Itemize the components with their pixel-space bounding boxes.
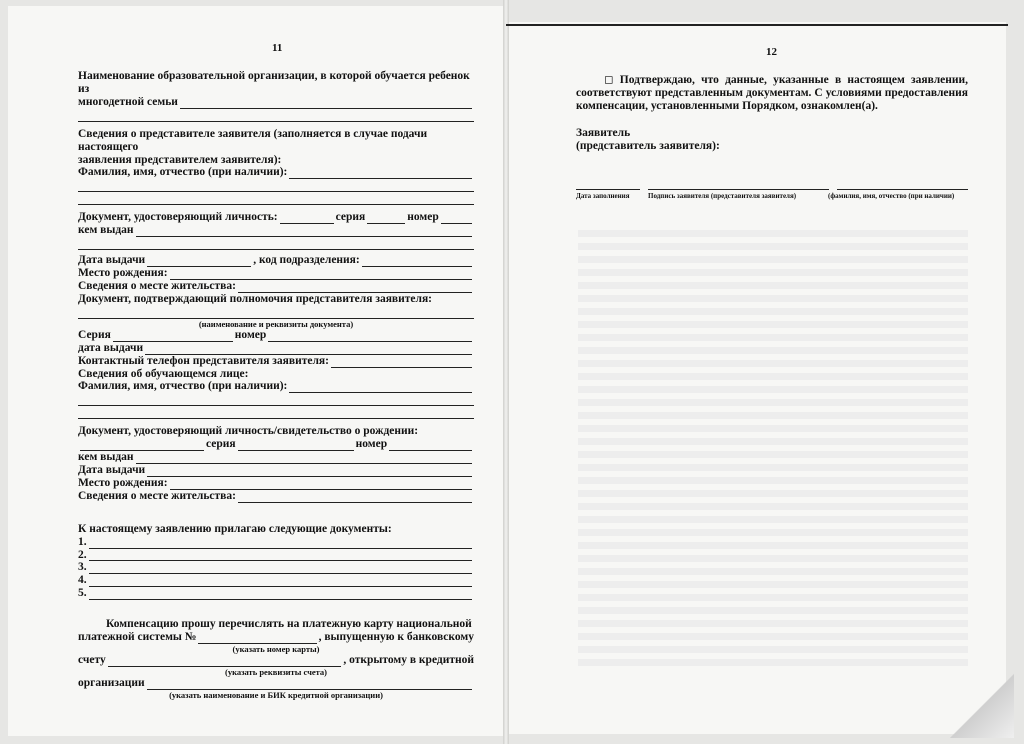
student-id-doc-label: Документ, удостоверяющий личность/свидетельство о рождении:	[78, 425, 419, 438]
authority-series-field[interactable]	[113, 331, 233, 342]
student-id-doc-field[interactable]	[80, 440, 204, 451]
fill-date-caption: Дата заполнения	[576, 191, 630, 200]
signature-block	[576, 179, 968, 190]
attachment-field[interactable]	[89, 589, 472, 600]
rep-series-field[interactable]	[367, 213, 405, 224]
rep-heading-cont: заявления представителем заявителя):	[78, 153, 282, 166]
organization-label: организации	[78, 676, 145, 689]
rep-number-field[interactable]	[441, 213, 472, 224]
card-number-caption: (указать номер карты)	[232, 644, 320, 654]
rep-phone-field[interactable]	[331, 357, 472, 368]
student-heading: Сведения об обучающемся лице:	[78, 367, 249, 380]
org-label-cont: многодетной семьи	[78, 95, 178, 108]
rep-series-label: серия	[335, 211, 366, 224]
left-page-number: 11	[272, 42, 283, 54]
folded-page-corner	[950, 658, 1014, 738]
rep-issue-date-label: Дата выдачи	[78, 254, 146, 267]
checkbox-icon[interactable]: ◻	[604, 74, 614, 86]
org-field-line2[interactable]	[78, 109, 474, 122]
applicant-label-cont: (представитель заявителя):	[576, 139, 720, 152]
student-series-field[interactable]	[238, 440, 354, 451]
attachment-field[interactable]	[89, 538, 472, 549]
rep-birthplace-field[interactable]	[170, 269, 472, 280]
student-fio-field[interactable]	[289, 382, 472, 393]
org-field[interactable]	[180, 98, 472, 109]
student-issued-by-label: кем выдан	[78, 451, 134, 464]
rep-division-code-field[interactable]	[362, 256, 472, 267]
applicant-label: Заявитель	[576, 126, 631, 139]
attachment-item	[78, 587, 474, 600]
rep-residence-label: Сведения о месте жительства:	[78, 279, 236, 292]
authority-doc-label: Документ, подтверждающий полномочия представителя заявителя:	[78, 292, 433, 305]
rep-issued-by-field-line2[interactable]	[78, 237, 474, 250]
student-number-label: номер	[355, 438, 388, 451]
rep-fio-field-line2[interactable]	[78, 179, 474, 192]
authority-series-label: Серия	[78, 328, 111, 341]
page-binding	[503, 0, 509, 744]
signer-name-caption: (фамилия, имя, отчество (при наличии)	[828, 191, 955, 200]
confirm-text: Подтверждаю, что данные, указанные в настоящем заявлении, соответствуют представленным документам. С условиями предоставления компенсации, установленными Порядком, ознакомлен(а).	[576, 74, 968, 112]
attachment-item	[78, 549, 474, 562]
attachments-heading: К настоящему заявлению прилагаю следующие документы:	[78, 522, 392, 535]
attachment-item	[78, 561, 474, 574]
rep-issued-by-field[interactable]	[136, 226, 472, 237]
rep-fio-field-line3[interactable]	[78, 192, 474, 205]
authority-doc-caption: (наименование и реквизиты документа)	[198, 318, 354, 329]
rep-number-label: номер	[407, 211, 439, 224]
organization-caption: (указать наименование и БИК кредитной организации)	[169, 689, 383, 700]
fill-date-field[interactable]	[576, 179, 640, 190]
organization-field[interactable]	[147, 679, 472, 690]
attachment-number: 5.	[78, 587, 87, 600]
rep-issued-by-label: кем выдан	[78, 224, 134, 237]
rep-heading: Сведения о представителе заявителя (заполняется в случае подачи настоящего	[78, 127, 428, 153]
attachment-number: 4.	[78, 574, 87, 587]
attachment-number: 1.	[78, 535, 87, 548]
right-page-top-rule	[506, 24, 1008, 26]
payment-text-line1: Компенсацию прошу перечислять на платежную карту национальной	[106, 618, 472, 631]
attachment-number: 2.	[78, 548, 87, 561]
authority-doc-field[interactable]	[78, 306, 474, 319]
attachment-item	[78, 536, 474, 549]
left-page-form	[78, 70, 474, 700]
attachment-item	[78, 574, 474, 587]
authority-number-field[interactable]	[268, 331, 472, 342]
rep-fio-field[interactable]	[289, 168, 472, 179]
student-birthplace-field[interactable]	[170, 479, 472, 490]
attachment-field[interactable]	[89, 576, 472, 587]
student-residence-field[interactable]	[238, 492, 472, 503]
student-fio-field-line2[interactable]	[78, 393, 474, 406]
rep-birthplace-label: Место рождения:	[78, 267, 168, 280]
account-field[interactable]	[108, 656, 342, 667]
student-series-label: серия	[206, 438, 236, 451]
student-residence-label: Сведения о месте жительства:	[78, 489, 236, 502]
rep-id-doc-label: Документ, удостоверяющий личность:	[78, 211, 278, 224]
authority-issue-date-label: дата выдачи	[78, 341, 144, 354]
attachment-field[interactable]	[89, 563, 472, 574]
confirm-statement	[576, 74, 968, 113]
student-issue-date-label: Дата выдачи	[78, 464, 146, 477]
authority-issue-date-field[interactable]	[145, 344, 472, 355]
attachment-number: 3.	[78, 561, 87, 574]
rep-division-code-label: , код подразделения:	[253, 254, 360, 267]
right-page-number: 12	[766, 46, 777, 58]
rep-id-doc-field[interactable]	[280, 213, 334, 224]
signer-name-field[interactable]	[837, 179, 968, 190]
student-issued-by-field[interactable]	[136, 453, 472, 464]
student-issue-date-field[interactable]	[147, 466, 472, 477]
account-label: счету	[78, 654, 106, 666]
signature-caption: Подпись заявителя (представителя заявителя)	[648, 191, 797, 200]
student-number-field[interactable]	[389, 440, 472, 451]
account-caption: (указать реквизиты счета)	[224, 666, 327, 677]
org-label: Наименование образовательной организации, в которой обучается ребенок из	[78, 70, 470, 95]
attachment-field[interactable]	[89, 550, 472, 561]
opened-in-label: , открытому в кредитной	[343, 654, 474, 666]
payment-system-label: платежной системы №	[78, 631, 197, 644]
student-fio-field-line3[interactable]	[78, 406, 474, 419]
right-page-form	[576, 74, 968, 201]
rep-issue-date-field[interactable]	[147, 256, 251, 267]
authority-number-label: номер	[234, 328, 267, 341]
rep-phone-label: Контактный телефон представителя заявителя:	[78, 354, 329, 367]
faded-background-text	[578, 230, 968, 670]
payment-text-line2-end: , выпущенную к банковскому	[318, 631, 474, 644]
signature-field[interactable]	[648, 179, 829, 190]
rep-residence-field[interactable]	[238, 282, 472, 293]
student-fio-label: Фамилия, имя, отчество (при наличии):	[78, 380, 288, 393]
rep-fio-label: Фамилия, имя, отчество (при наличии):	[78, 166, 288, 179]
card-number-field[interactable]	[198, 633, 316, 644]
student-birthplace-label: Место рождения:	[78, 476, 168, 489]
